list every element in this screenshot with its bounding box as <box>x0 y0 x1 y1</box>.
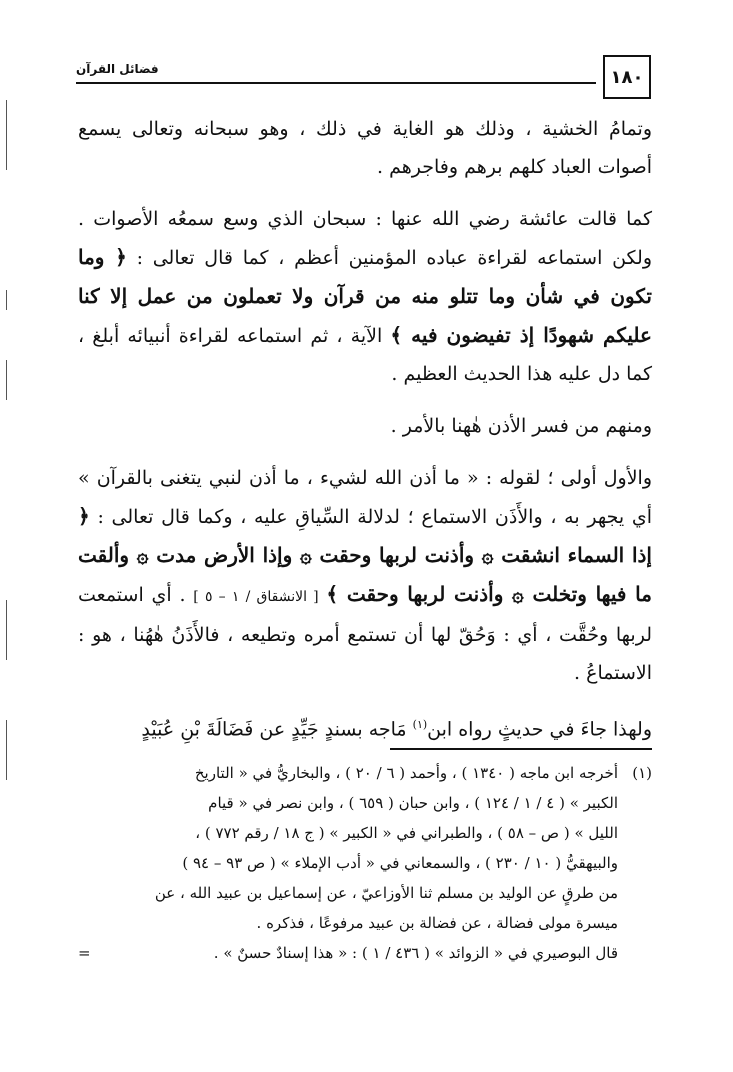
footnote-line: والبيهقيُّ ( ١٠ / ٢٣٠ ) ، والسمعاني في « أدب الإملاء » ( ص ٩٣ – ٩٤ ) <box>182 854 618 872</box>
paragraph-text: مَاجه بسندٍ جَيِّدٍ عن فَضَالَةَ بْنِ عُبَيْدٍ <box>141 718 407 741</box>
paragraph <box>78 459 652 692</box>
paragraph-continuation: الآية ، ثم استماعه لقراءة أنبيائه أبلغ ، كما دل عليه هذا الحديث العظيم . <box>78 325 652 385</box>
footnote-line: أخرجه ابن ماجه ( ١٣٤٠ ) ، وأحمد ( ٦ / ٢٠ ) ، والبخاريُّ في « التاريخ <box>194 764 618 782</box>
footnote-number: (١) <box>632 764 652 782</box>
footnote-line: قال البوصيري في « الزوائد » ( ٤٣٦ / ١ ) : « هذا إسنادٌ حسنٌ » . <box>213 944 618 962</box>
verse-reference: [ الانشقاق / ١ – ٥ ] <box>193 589 319 605</box>
paragraph-text: ولهذا جاءَ في حديثٍ رواه ابن <box>427 718 652 741</box>
main-text <box>78 110 652 748</box>
paragraph-continuation: . أي استمعت لربها وحُقَّت ، أي : وَحُقّ لها أن تستمع أمره وتطيعه ، فالأَذَنُ هٰهُنا ، هو : الاستماعُ . <box>78 584 652 684</box>
paragraph <box>78 706 652 748</box>
quran-verse: ﴿ إذا السماء انشقت ۞ وأذنت لربها وحقت ۞ وإذا الأرض مدت ۞ وألقت ما فيها وتخلت ۞ وأذنت لربها وحقت ﴾ <box>78 504 652 606</box>
header-rule <box>76 82 596 84</box>
continuation-mark: = <box>78 944 91 962</box>
footnote-rule <box>390 748 652 750</box>
left-margin-line <box>6 720 7 780</box>
running-header-title: فضائل القرآن <box>76 62 159 76</box>
footnote-line: ميسرة مولى فضالة ، عن فضالة بن عبيد مرفوعًا ، فذكره . <box>256 914 618 932</box>
left-margin-line <box>6 600 7 660</box>
footnote-line: الكبير » ( ٤ / ١ / ١٢٤ ) ، وابن حبان ( ٦٥٩ ) ، وابن نصر في « قيام <box>208 794 618 812</box>
left-margin-line <box>6 290 7 310</box>
paragraph-intro: والأول أولى ؛ لقوله : « ما أذن الله لشيء ، ما أذن لنبي يتغنى بالقرآن » أي يجهر به ، والأَذَن الاستماع ؛ لدلالة السِّياقِ عليه ، وكما قال تعالى : <box>78 467 653 528</box>
paragraph <box>78 200 652 393</box>
footnote-line: من طرقٍ عن الوليد بن مسلم ثنا الأوزاعيّ ، عن إسماعيل بن عبيد الله ، عن <box>154 884 618 902</box>
page-number: ١٨٠ <box>603 55 651 99</box>
paragraph-intro: كما قالت عائشة رضي الله عنها : سبحان الذي وسع سمعُه الأصوات . ولكن استماعه لقراءة عباده المؤمنين أعظم ، كما قال تعالى : <box>78 208 653 269</box>
left-margin-line <box>6 100 7 170</box>
footnote-line: الليل » ( ص – ٥٨ ) ، والطبراني في « الكبير » ( ج ١٨ / رقم ٧٧٢ ) ، <box>195 824 618 842</box>
quran-verse: ﴿ وما تكون في شأن وما تتلو منه من قرآن ولا تعملون من عمل إلا كنا عليكم شهودًا إذ تفيضون فيه ﴾ <box>78 245 652 347</box>
footnote <box>78 758 652 968</box>
left-margin-line <box>6 360 7 400</box>
paragraph: وتمامُ الخشية ، وذلك هو الغاية في ذلك ، وهو سبحانه وتعالى يسمع أصوات العباد كلهم برهم وفاجرهم . <box>78 118 652 178</box>
footnote-marker[interactable]: (١) <box>412 718 428 731</box>
footnote-body <box>78 758 618 968</box>
paragraph: ومنهم من فسر الأذن هٰهنا بالأمر . <box>390 415 652 437</box>
